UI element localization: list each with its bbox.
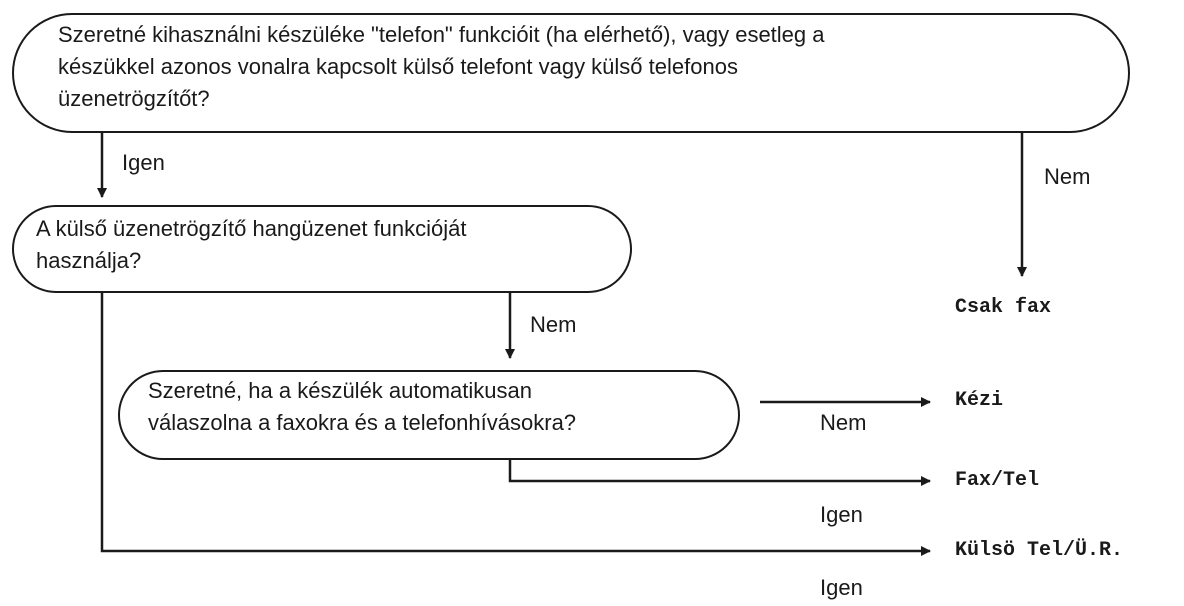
question-3-line-1: Szeretné, ha a készülék automatikusan (148, 378, 533, 403)
question-1-line-2: készükkel azonos vonalra kapcsolt külső telefont vagy külső telefonos (58, 54, 738, 79)
result-external-tad: Külsö Tel/Ü.R. (955, 539, 1124, 562)
question-1-line-1: Szeretné kihasználni készüléke "telefon" funkcióit (ha elérhető), vagy esetleg a (58, 22, 825, 47)
label-q1-no: Nem (1044, 164, 1091, 189)
arrow-q3-yes (510, 459, 930, 481)
result-fax-only: Csak fax (955, 296, 1052, 319)
label-q1-yes: Igen (122, 150, 165, 175)
question-2-line-2: használja? (36, 248, 142, 273)
result-fax-tel: Fax/Tel (955, 469, 1040, 492)
question-2-line-1: A külső üzenetrögzítő hangüzenet funkcióját (36, 216, 467, 241)
question-1-line-3: üzenetrögzítőt? (58, 86, 210, 111)
result-manual: Kézi (955, 389, 1004, 412)
label-q3-no: Nem (820, 410, 867, 435)
label-q2-no: Nem (530, 312, 577, 337)
label-q2-yes: Igen (820, 575, 863, 600)
question-3-line-2: válaszolna a faxokra és a telefonhívásokra? (148, 410, 577, 435)
label-q3-yes: Igen (820, 502, 863, 527)
